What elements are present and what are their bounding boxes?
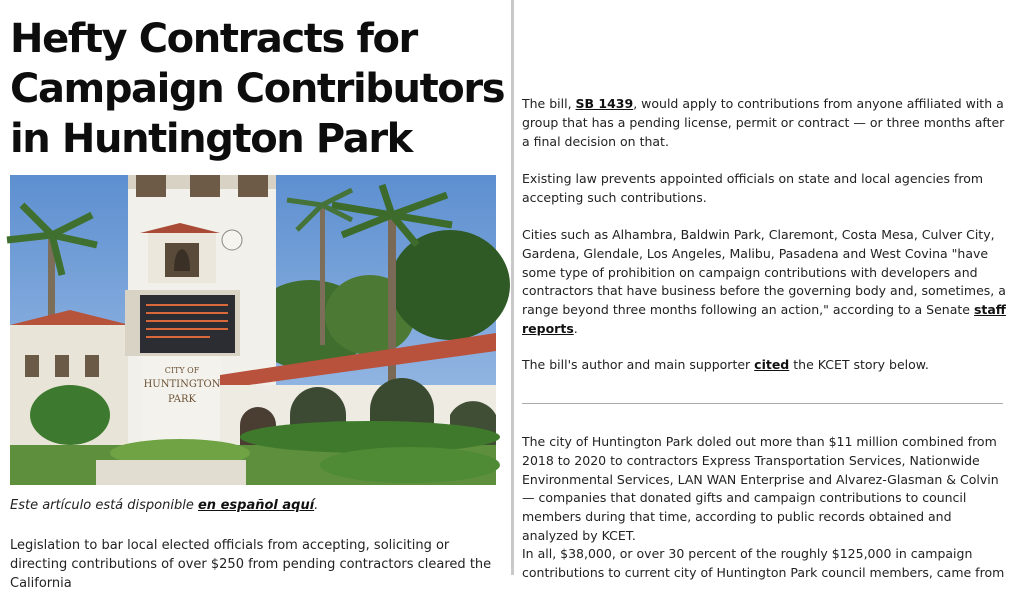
sign-park: PARK bbox=[167, 394, 197, 405]
paragraph-existing-law: Existing law prevents appointed officials on state and local agencies from accepting such contributions. bbox=[522, 171, 984, 205]
paragraph-author bbox=[522, 356, 1007, 375]
text-run: , would apply to contributions from anyone affiliated with a group that has a pending license, permit or contract — or three months after a final decision on that. bbox=[522, 96, 1005, 149]
paragraph-bill bbox=[522, 95, 1007, 151]
paragraph-contributions: In all, $38,000, or over 30 percent of the roughly $125,000 in campaign contributions to current city of Huntington Park council members, came from bbox=[522, 546, 1005, 580]
cited-link[interactable]: cited bbox=[754, 357, 790, 372]
text-run: The bill's author and main supporter bbox=[522, 357, 755, 372]
text-run: the KCET story below. bbox=[789, 357, 929, 372]
text-run: . bbox=[573, 320, 578, 336]
sign-huntington: HUNTINGTON bbox=[143, 379, 221, 390]
caption-text: Este artículo está disponible bbox=[10, 498, 198, 513]
spanish-version-link[interactable]: en español aquí bbox=[197, 498, 315, 513]
section-divider bbox=[522, 403, 1003, 404]
image-caption bbox=[10, 496, 318, 516]
sb-1439-link[interactable]: SB 1439 bbox=[575, 96, 634, 111]
right-column bbox=[514, 0, 1024, 580]
left-column bbox=[0, 0, 510, 591]
article-title: Hefty Contracts for Campaign Contributors in Huntington Park bbox=[10, 16, 505, 162]
staff-reports-link[interactable]: staff reports bbox=[522, 302, 1006, 336]
sign-city-of: CITY OF bbox=[164, 366, 200, 375]
hero-image bbox=[10, 175, 496, 485]
caption-end: . bbox=[314, 498, 319, 513]
text-run: Cities such as Alhambra, Baldwin Park, Claremont, Costa Mesa, Culver City, Gardena, Glendale, Los Angeles, Malibu, Pasadena and West Covina "have some type of prohibition on campaign contributions with developers and contractors that have business before the governing body and, sometimes, a range beyond three months following an action," according to a Senate bbox=[522, 227, 1006, 318]
paragraph-contracts: The city of Huntington Park doled out more than $11 million combined from 2018 to 2020 to contractors Express Transportation Services, Nationwide Environmental Services, LAN WAN Enterprise and Alvarez-Glasman & Colvin — companies that donated gifts and campaign contributions to council members during that time, according to public records obtained and analyzed by KCET. bbox=[522, 434, 999, 543]
paragraph-cities bbox=[522, 226, 1007, 339]
text-run: The bill, bbox=[522, 96, 576, 111]
lead-paragraph: Legislation to bar local elected officials from accepting, soliciting or directing contributions of over $250 from pending contractors cleared the California bbox=[10, 538, 492, 591]
